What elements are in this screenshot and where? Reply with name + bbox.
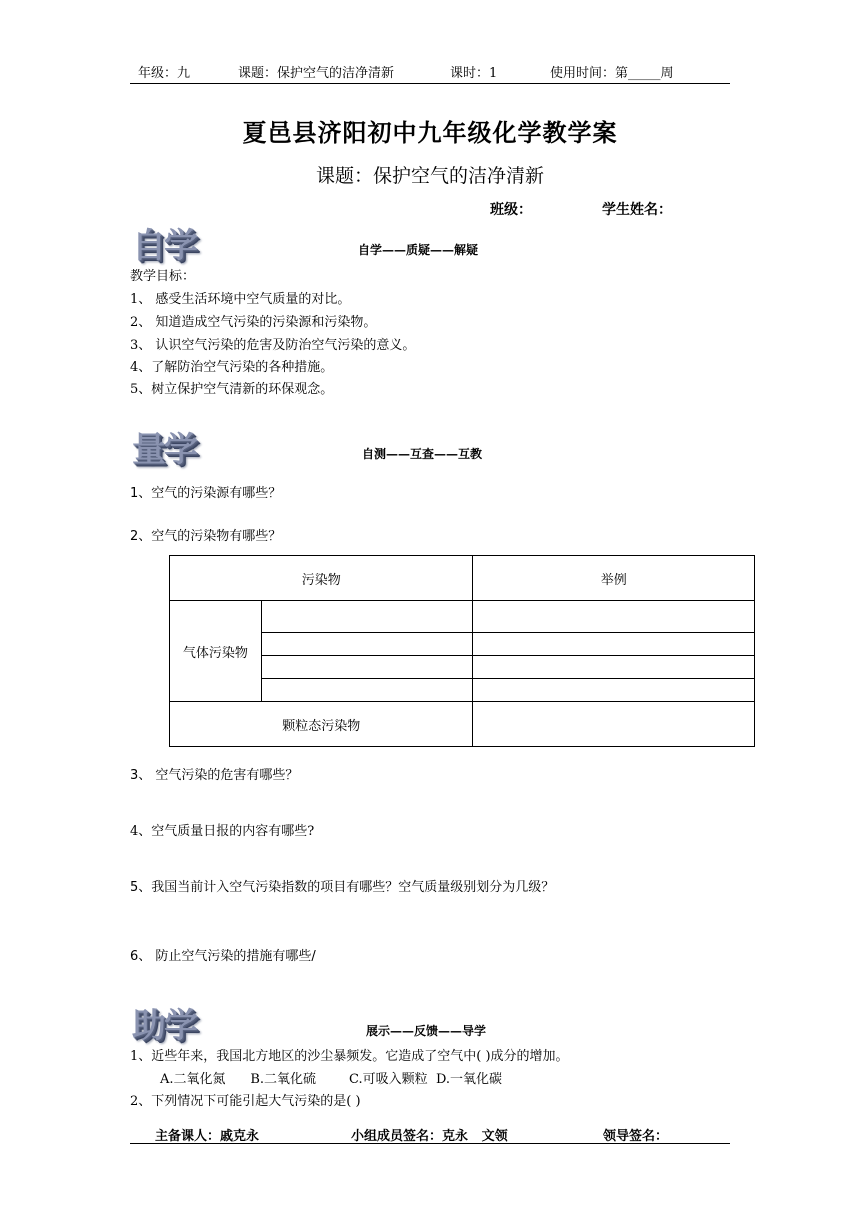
footer-preparer: 主备课人：戚克永 bbox=[155, 1129, 260, 1144]
header-grade: 年级：九 bbox=[138, 66, 191, 81]
goal-item: 5、树立保护空气清新的环保观念。 bbox=[130, 382, 334, 397]
table-cell-blank[interactable] bbox=[473, 656, 755, 679]
section-logo-zhuxue: 助学 bbox=[132, 1006, 196, 1046]
goal-item: 4、了解防治空气污染的各种措施。 bbox=[130, 360, 334, 375]
header-topic: 课题：保护空气的洁净清新 bbox=[238, 66, 395, 81]
table-cell-blank[interactable] bbox=[473, 679, 755, 702]
goal-item: 1、 感受生活环境中空气质量的对比。 bbox=[130, 292, 351, 307]
question-3: 3、 空气污染的危害有哪些？ bbox=[130, 768, 299, 783]
question-2: 2、空气的污染物有哪些？ bbox=[130, 529, 282, 544]
question-5: 5、我国当前计入空气污染指数的项目有哪些？空气质量级别划分为几级？ bbox=[130, 880, 555, 895]
table-cell-blank[interactable] bbox=[473, 601, 755, 633]
exercise-2: 2、下列情况下可能引起大气污染的是( ) bbox=[130, 1094, 361, 1109]
question-1: 1、空气的污染源有哪些？ bbox=[130, 486, 282, 501]
section3-heading: 展示——反馈——导学 bbox=[366, 1024, 487, 1038]
class-label: 班级： bbox=[490, 202, 532, 218]
table-cell-blank[interactable] bbox=[261, 679, 473, 702]
question-4: 4、空气质量日报的内容有哪些? bbox=[130, 824, 315, 839]
table-cell-blank[interactable] bbox=[473, 633, 755, 656]
table-header-pollutant: 污染物 bbox=[170, 556, 473, 601]
exercise-1-options: A.二氧化氮 B.二氧化硫 C.可吸入颗粒 D.一氧化碳 bbox=[160, 1072, 503, 1087]
pollutant-table bbox=[169, 555, 755, 747]
table-row-gas-label: 气体污染物 bbox=[170, 601, 262, 702]
table-cell-blank[interactable] bbox=[261, 633, 473, 656]
table-cell-blank[interactable] bbox=[261, 656, 473, 679]
table-header-example: 举例 bbox=[473, 556, 755, 601]
footer-rule bbox=[130, 1143, 730, 1144]
exercise-1: 1、近些年来，我国北方地区的沙尘暴频发。它造成了空气中( )成分的增加。 bbox=[130, 1049, 569, 1064]
section1-heading: 自学——质疑——解疑 bbox=[358, 243, 479, 257]
page-subtitle: 课题：保护空气的洁净清新 bbox=[315, 165, 544, 187]
footer-members: 小组成员签名：克永 文领 bbox=[351, 1129, 508, 1144]
goal-item: 2、 知道造成空气污染的污染源和污染物。 bbox=[130, 315, 377, 330]
table-row-particle-label: 颗粒态污染物 bbox=[170, 702, 473, 747]
question-6: 6、 防止空气污染的措施有哪些/ bbox=[130, 949, 316, 964]
goals-label: 教学目标： bbox=[130, 269, 196, 284]
section-logo-liangxue: 量学 bbox=[132, 430, 196, 470]
footer-leader: 领导签名： bbox=[603, 1129, 669, 1144]
section2-heading: 自测——互查——互教 bbox=[362, 447, 483, 461]
page-title: 夏邑县济阳初中九年级化学教学案 bbox=[242, 119, 618, 147]
table-cell-blank[interactable] bbox=[261, 601, 473, 633]
section-logo-zixue: 自学 bbox=[132, 226, 196, 266]
header-rule bbox=[130, 83, 730, 84]
goal-item: 3、 认识空气污染的危害及防治空气污染的意义。 bbox=[130, 338, 416, 353]
name-label: 学生姓名： bbox=[602, 202, 672, 218]
table-cell-blank[interactable] bbox=[473, 702, 755, 747]
header-time: 使用时间：第_____周 bbox=[550, 66, 674, 81]
student-info bbox=[490, 199, 672, 219]
header-hours: 课时：1 bbox=[450, 66, 498, 81]
